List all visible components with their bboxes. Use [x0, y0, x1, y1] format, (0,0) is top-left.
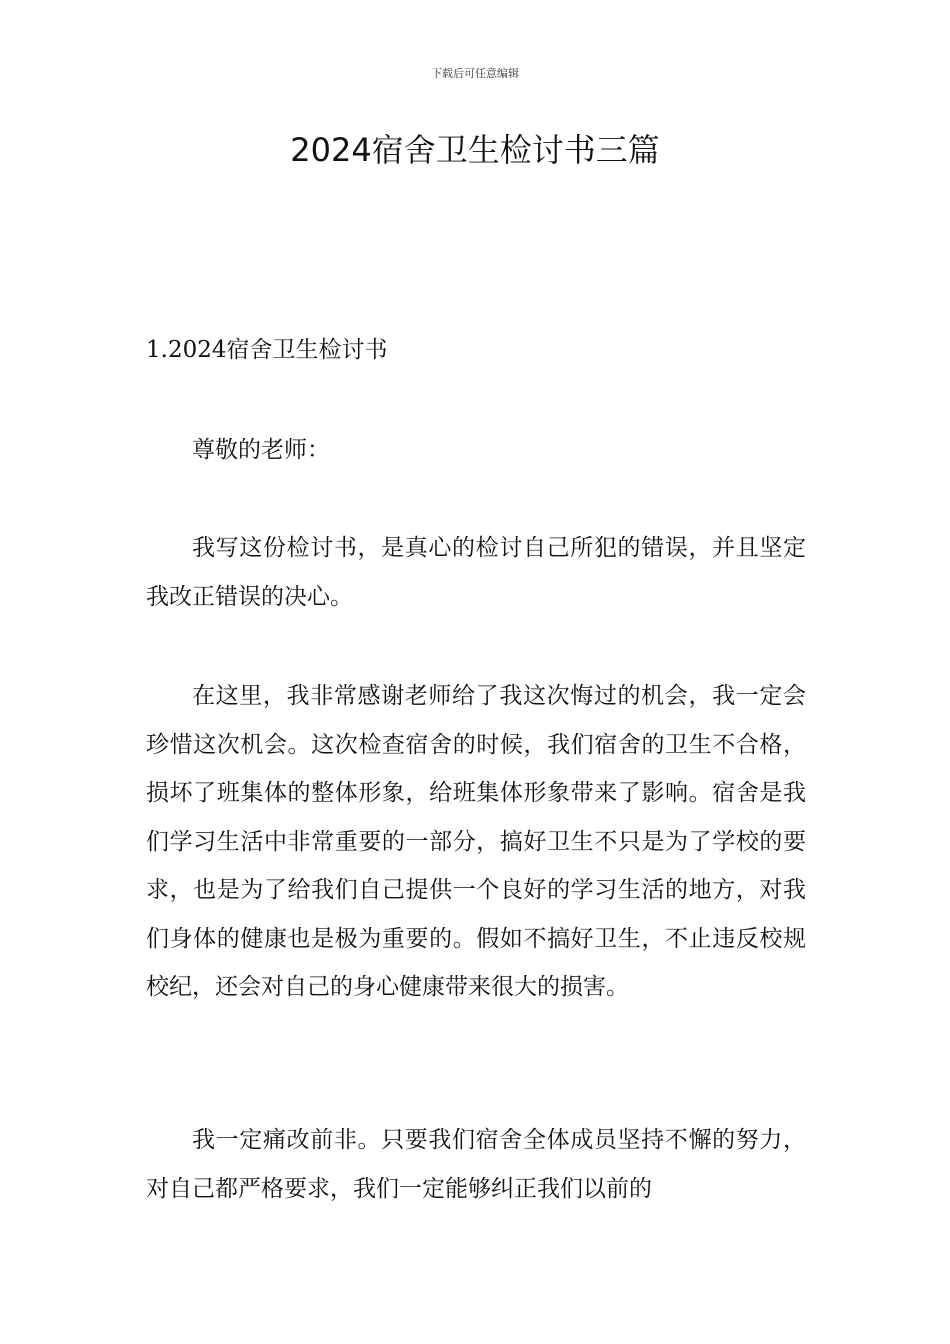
salutation: 尊敬的老师：	[192, 437, 330, 463]
paragraph-1: 我写这份检讨书，是真心的检讨自己所犯的错误，并且坚定我改正错误的决心。	[146, 535, 806, 610]
document-title: 2024宿舍卫生检讨书三篇	[290, 131, 660, 169]
paragraph-2: 在这里，我非常感谢老师给了我这次悔过的机会，我一定会珍惜这次机会。这次检查宿舍的时候，我们宿舍的卫生不合格，损坏了班集体的整体形象，给班集体形象带来了影响。宿舍是我们学习生活中非常重要的一部分，搞好卫生不只是为了学校的要求，也是为了给我们自己提供一个良好的学习生活的地方，对我们身体的健康也是极为重要的。假如不搞好卫生，不止违反校规校纪，还会对自己的身心健康带来很大的损害。	[146, 683, 806, 1000]
header-note: 下载后可任意编辑	[431, 67, 519, 80]
section-heading: 1.2024宿舍卫生检讨书	[146, 337, 388, 363]
paragraph-3: 我一定痛改前非。只要我们宿舍全体成员坚持不懈的努力，对自己都严格要求，我们一定能够纠正我们以前的	[146, 1127, 806, 1202]
